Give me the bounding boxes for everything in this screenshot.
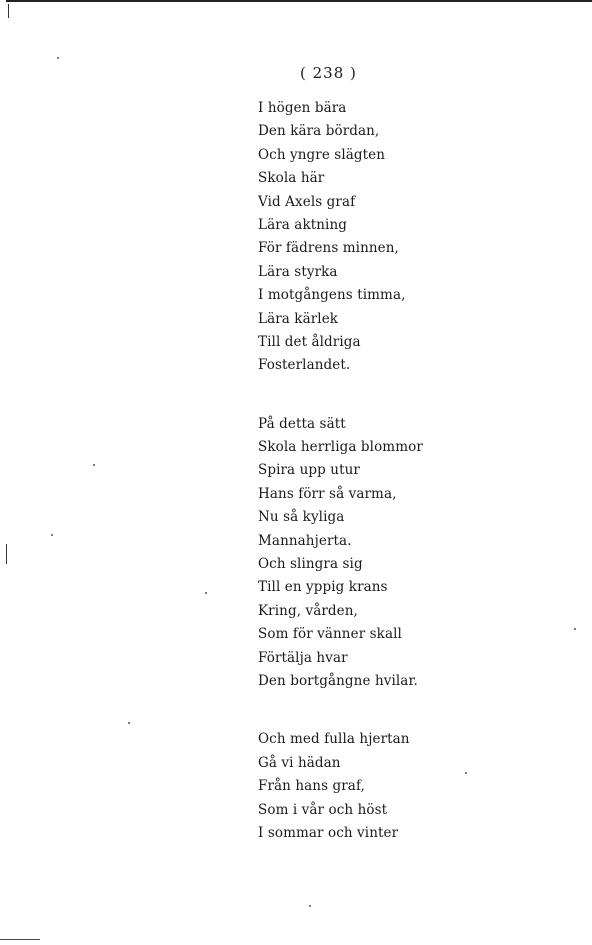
verse-line: Hans förr så varma, (258, 485, 397, 502)
verse-line: I högen bära (258, 100, 347, 116)
stanza-2 (258, 413, 558, 694)
verse-line: I motgångens timma, (258, 287, 406, 304)
verse-line: Mannahjerta. (258, 532, 352, 549)
verse-line: Spira upp utur (258, 462, 360, 479)
verse-line: Och slingra sig (258, 556, 363, 573)
verse-line: Förtälja hvar (258, 649, 348, 666)
verse-line: Och med fulla hjertan (258, 731, 410, 748)
verse-line: Till en yppig krans (258, 579, 388, 596)
verse-line: Lära aktning (258, 216, 348, 233)
verse-line: Lära kärlek (258, 310, 339, 327)
page-number: ( 238 ) (300, 64, 357, 82)
verse-line: Den bortgångne hvilar. (258, 672, 418, 689)
verse-line: Kring, vården, (258, 602, 358, 619)
left-edge-mark-middle (6, 544, 7, 564)
left-edge-mark-top (8, 4, 9, 18)
verse-line: Som för vänner skall (258, 626, 402, 643)
scan-speck (51, 534, 53, 536)
verse-line: Som i vår och höst (258, 801, 388, 818)
poem-body (258, 97, 558, 880)
verse-line: Och yngre slägten (258, 146, 386, 163)
verse-line: Fosterlandet. (258, 357, 351, 374)
verse-line: Nu så kyliga (258, 509, 345, 526)
verse-line: Gå vi hädan (258, 754, 341, 771)
scan-speck (574, 628, 576, 630)
scan-speck (205, 592, 207, 594)
verse-line: Lära styrka (258, 263, 338, 280)
verse-line: Vid Axels graf (258, 193, 356, 210)
verse-line: Skola här (258, 170, 325, 187)
verse-line: Från hans graf, (258, 778, 365, 795)
verse-line: I sommar och vinter (258, 824, 399, 841)
scan-speck (93, 464, 95, 466)
scan-speck (465, 772, 467, 774)
verse-line: För fädrens minnen, (258, 240, 399, 257)
stanza-3 (258, 728, 558, 845)
page-top-border (6, 0, 592, 2)
scan-speck (128, 722, 130, 724)
scan-speck (57, 57, 59, 59)
verse-line: På detta sätt (258, 415, 346, 432)
verse-line: Till det åldriga (258, 333, 361, 350)
verse-line: Skola herrliga blommor (258, 439, 423, 456)
stanza-1 (258, 97, 558, 378)
scan-speck (309, 905, 311, 907)
bottom-edge-mark (0, 939, 40, 940)
verse-line: Den kära bördan, (258, 123, 380, 140)
